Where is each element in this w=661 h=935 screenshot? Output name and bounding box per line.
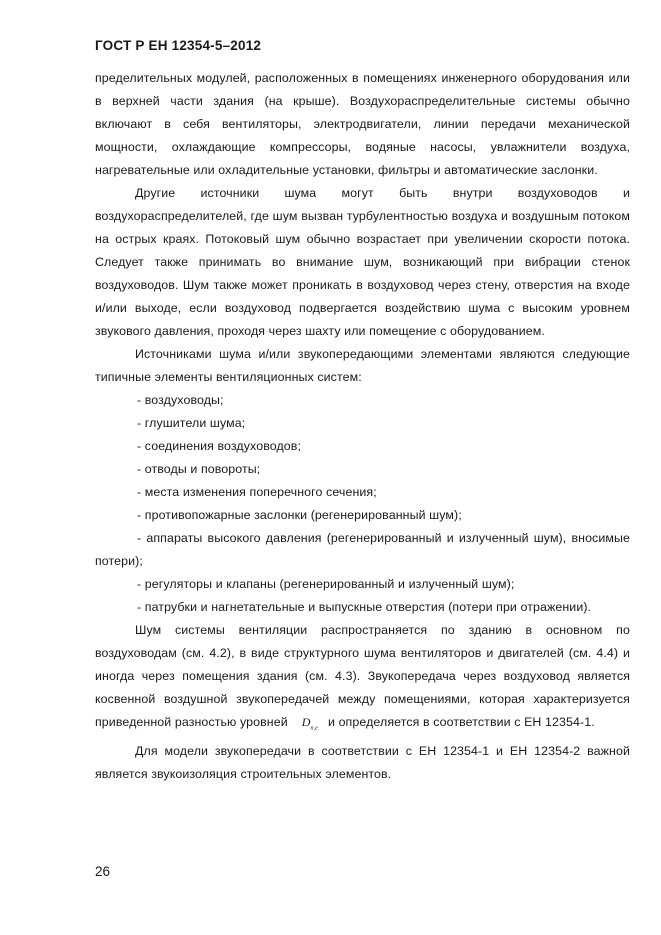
- paragraph-propagation: [95, 619, 630, 740]
- list-item: - воздуховоды;: [137, 393, 224, 407]
- list-item: - места изменения поперечного сечения;: [137, 485, 377, 499]
- paragraph-continuation: пределительных модулей, расположенных в помещениях инженерного оборудования или в верхней части здания (на крыше). Воздухораспределительные системы обычно включают в себя вентиляторы, электродвигатели, линии передачи механической мощности, охлаждающие компрессоры, водяные насосы, увлажнители воздуха, нагревательные или охладительные установки, фильтры и автоматические заслонки.: [95, 71, 630, 177]
- list-item: - противопожарные заслонки (регенерированный шум);: [137, 508, 462, 522]
- element-list: [95, 389, 630, 619]
- document-body: [95, 67, 630, 786]
- paragraph-list-intro: Источниками шума и/или звукопередающими элементами являются следующие типичные элементы вентиляционных систем:: [95, 347, 630, 384]
- level-difference-symbol: [288, 715, 328, 732]
- paragraph-propagation-text: Шум системы вентиляции распространяется по зданию в основном по воздуховодам (см. 4.2), в виде структурного шума вентиляторов и двигателей (см. 4.4) и иногда через помещения здания (см. 4.3). Звукопередача через воздуховод является косвенной воздушной звукопередачей между помещениями, которая характеризуется приведенной разностью уровней: [95, 623, 630, 729]
- paragraph-noise-sources: Другие источники шума могут быть внутри воздуховодов и воздухораспределителей, где шум вызван турбулентностью воздуха и воздушным потоком на острых краях. Потоковый шум обычно возрастает при увеличении скорости потока. Следует также принимать во внимание шум, возникающий при вибрации стенок воздуховодов. Шум также может проникать в воздуховод через стену, отверстия на входе и/или выходе, если воздуховод подвергается воздействию шума с высоким уровнем звукового давления, проходя через шахту или помещение с оборудованием.: [95, 186, 630, 338]
- list-item: - аппараты высокого давления (регенерированный и излученный шум), вносимые потери);: [95, 531, 630, 568]
- page-number: 26: [95, 864, 111, 879]
- symbol-letter: D: [301, 715, 311, 729]
- symbol-subscript: n,e: [310, 725, 318, 732]
- document-header: ГОСТ Р ЕН 12354-5–2012: [95, 38, 262, 53]
- list-item: - глушители шума;: [137, 416, 246, 430]
- list-item: - отводы и повороты;: [137, 462, 261, 476]
- list-item: - соединения воздуховодов;: [137, 439, 301, 453]
- list-item: - регуляторы и клапаны (регенерированный и излученный шум);: [137, 577, 515, 591]
- paragraph-model: Для модели звукопередачи в соответствии с ЕН 12354-1 и ЕН 12354-2 важной является звукоизоляция строительных элементов.: [95, 744, 630, 782]
- list-item: - патрубки и нагнетательные и выпускные отверстия (потери при отражении).: [137, 600, 592, 614]
- paragraph-propagation-end: и определяется в соответствии с ЕН 12354-1.: [328, 715, 595, 729]
